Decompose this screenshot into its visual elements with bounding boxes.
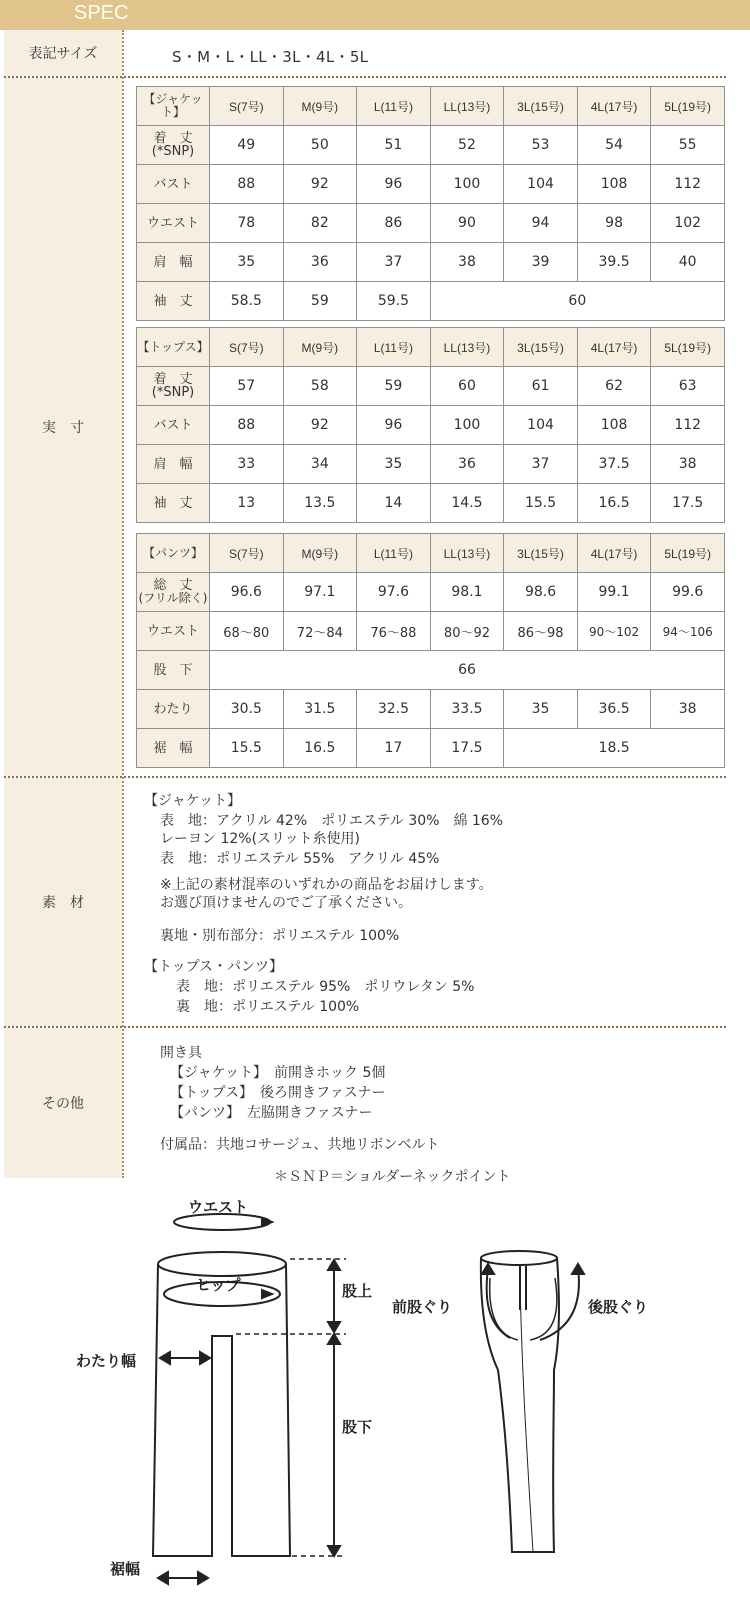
table-cell: 108 bbox=[577, 165, 651, 204]
table-row bbox=[137, 165, 725, 204]
table-cell: 14.5 bbox=[430, 484, 504, 523]
column-header: 3L(15号) bbox=[504, 534, 578, 573]
table-cell: 92 bbox=[283, 406, 357, 445]
pants-measure-diagram bbox=[0, 1180, 750, 1600]
table-cell: 104 bbox=[504, 406, 578, 445]
row-header: バスト bbox=[137, 406, 210, 445]
table-cell: 36 bbox=[283, 243, 357, 282]
table-cell: 96.6 bbox=[210, 573, 284, 612]
side-waistband bbox=[481, 1251, 557, 1265]
table-cell: 15.5 bbox=[504, 484, 578, 523]
table-cell: 61 bbox=[504, 367, 578, 406]
table-cell: 55 bbox=[651, 126, 725, 165]
table-cell: 59 bbox=[357, 367, 431, 406]
table-row bbox=[137, 729, 725, 768]
row-header: 肩 幅 bbox=[137, 445, 210, 484]
front-rise-curve bbox=[490, 1278, 518, 1340]
table-cell: 88 bbox=[210, 406, 284, 445]
row-header: 股 下 bbox=[137, 651, 210, 690]
material-heading: 【トップス・パンツ】 bbox=[144, 959, 284, 975]
column-header: LL(13号) bbox=[430, 328, 504, 367]
diagram-label-front-rise: 前股ぐり bbox=[392, 1299, 453, 1316]
column-header: LL(13号) bbox=[430, 87, 504, 126]
table-cell: 102 bbox=[651, 204, 725, 243]
table-cell: 59 bbox=[283, 282, 357, 321]
table-header-row bbox=[137, 328, 725, 367]
row-header: 裾 幅 bbox=[137, 729, 210, 768]
table-cell: 35 bbox=[357, 445, 431, 484]
table-cell: 98.6 bbox=[504, 573, 578, 612]
material-note: ※上記の素材混率のいずれかの商品をお届けします。 bbox=[160, 877, 493, 893]
table-cell: 78 bbox=[210, 204, 284, 243]
table-cell: 17.5 bbox=[651, 484, 725, 523]
table-cell: 52 bbox=[430, 126, 504, 165]
diagram-label-thigh: わたり幅 bbox=[76, 1353, 137, 1370]
table-cell: 14 bbox=[357, 484, 431, 523]
other-line: 開き具 bbox=[160, 1045, 202, 1061]
spec-header bbox=[0, 0, 750, 30]
row-header: 着 丈 (*SNP) bbox=[137, 126, 210, 165]
table-cell: 30.5 bbox=[210, 690, 284, 729]
other-label: その他 bbox=[4, 1028, 122, 1178]
table-row bbox=[137, 484, 725, 523]
table-cell: 90 bbox=[430, 204, 504, 243]
column-header: 【ジャケット】 bbox=[137, 87, 210, 126]
diagram-label-back-rise: 後股ぐり bbox=[588, 1299, 649, 1316]
material-line: 裏 地：ポリエステル 100% bbox=[176, 999, 360, 1015]
table-header-row bbox=[137, 534, 725, 573]
table-cell: 35 bbox=[210, 243, 284, 282]
other-line: 【パンツ】 左脇開きファスナー bbox=[170, 1105, 373, 1121]
table-row bbox=[137, 445, 725, 484]
table-cell: 15.5 bbox=[210, 729, 284, 768]
spec-title: SPEC bbox=[74, 2, 129, 24]
row-header: 肩 幅 bbox=[137, 243, 210, 282]
material-line: 表 地：ポリエステル 55% アクリル 45% bbox=[160, 851, 440, 867]
material-line: 表 地：ポリエステル 95% ポリウレタン 5% bbox=[176, 979, 475, 995]
diagram-label-inseam: 股下 bbox=[342, 1419, 373, 1436]
table-cell: 35 bbox=[504, 690, 578, 729]
table-cell: 80～92 bbox=[430, 612, 504, 651]
table-cell: 104 bbox=[504, 165, 578, 204]
column-header: 3L(15号) bbox=[504, 87, 578, 126]
row-header: バスト bbox=[137, 165, 210, 204]
table-cell: 38 bbox=[651, 445, 725, 484]
column-header: 3L(15号) bbox=[504, 328, 578, 367]
table-cell: 39.5 bbox=[577, 243, 651, 282]
column-header: S(7号) bbox=[210, 87, 284, 126]
jacket-size-table bbox=[136, 86, 725, 321]
table-cell: 53 bbox=[504, 126, 578, 165]
table-cell: 94 bbox=[504, 204, 578, 243]
column-header: L(11号) bbox=[357, 534, 431, 573]
waistband-shape bbox=[158, 1252, 286, 1276]
material-heading: 【ジャケット】 bbox=[144, 793, 242, 809]
waist-arrow-head bbox=[262, 1218, 272, 1226]
table-cell: 72～84 bbox=[283, 612, 357, 651]
table-cell: 57 bbox=[210, 367, 284, 406]
back-rise-curve bbox=[530, 1278, 557, 1340]
table-row bbox=[137, 406, 725, 445]
table-header-row bbox=[137, 87, 725, 126]
table-cell: 63 bbox=[651, 367, 725, 406]
table-cell: 99.6 bbox=[651, 573, 725, 612]
material-note: お選び頂けませんのでご了承ください。 bbox=[160, 895, 412, 911]
column-header: LL(13号) bbox=[430, 534, 504, 573]
front-pants-outline bbox=[153, 1264, 290, 1556]
table-cell: 100 bbox=[430, 406, 504, 445]
table-cell: 112 bbox=[651, 165, 725, 204]
column-header: M(9号) bbox=[283, 534, 357, 573]
table-cell: 99.1 bbox=[577, 573, 651, 612]
size-list: S・M・L・LL・3L・4L・5L bbox=[172, 48, 369, 66]
column-header: L(11号) bbox=[357, 328, 431, 367]
row-header: 袖 丈 bbox=[137, 282, 210, 321]
table-cell: 60 bbox=[430, 367, 504, 406]
table-cell: 60 bbox=[430, 282, 724, 321]
table-cell: 34 bbox=[283, 445, 357, 484]
table-cell: 62 bbox=[577, 367, 651, 406]
table-cell: 68～80 bbox=[210, 612, 284, 651]
table-row bbox=[137, 243, 725, 282]
other-line: 付属品：共地コサージュ、共地リボンベルト bbox=[160, 1137, 440, 1153]
table-cell: 94～106 bbox=[651, 612, 725, 651]
measurement-label: 実 寸 bbox=[4, 78, 122, 776]
column-header: 4L(17号) bbox=[577, 328, 651, 367]
column-header: L(11号) bbox=[357, 87, 431, 126]
other-line: 【トップス】 後ろ開きファスナー bbox=[170, 1085, 386, 1101]
material-label: 素 材 bbox=[4, 778, 122, 1026]
table-cell: 76～88 bbox=[357, 612, 431, 651]
row-header: ウエスト bbox=[137, 612, 210, 651]
table-cell: 16.5 bbox=[577, 484, 651, 523]
vertical-divider bbox=[122, 30, 124, 1178]
row-header: ウエスト bbox=[137, 204, 210, 243]
column-header: 4L(17号) bbox=[577, 87, 651, 126]
table-cell: 97.1 bbox=[283, 573, 357, 612]
material-line: 表 地：アクリル 42% ポリエステル 30% 綿 16% bbox=[160, 813, 504, 829]
table-cell: 96 bbox=[357, 165, 431, 204]
diagram-label-rise: 股上 bbox=[342, 1283, 373, 1300]
snp-note: ＊ＳＮＰ＝ショルダーネックポイント bbox=[274, 1169, 511, 1185]
pants-size-table bbox=[136, 533, 725, 768]
table-cell: 13 bbox=[210, 484, 284, 523]
column-header: 5L(19号) bbox=[651, 534, 725, 573]
table-cell: 38 bbox=[430, 243, 504, 282]
table-row bbox=[137, 282, 725, 321]
table-cell: 40 bbox=[651, 243, 725, 282]
column-header: M(9号) bbox=[283, 87, 357, 126]
table-cell: 96 bbox=[357, 406, 431, 445]
table-cell: 54 bbox=[577, 126, 651, 165]
table-cell: 18.5 bbox=[504, 729, 725, 768]
column-header: S(7号) bbox=[210, 534, 284, 573]
row-header: 着 丈 (*SNP) bbox=[137, 367, 210, 406]
table-cell: 49 bbox=[210, 126, 284, 165]
table-cell: 17.5 bbox=[430, 729, 504, 768]
side-crease-line bbox=[520, 1280, 533, 1552]
column-header: 4L(17号) bbox=[577, 534, 651, 573]
size-label: 表記サイズ bbox=[4, 30, 122, 76]
table-row bbox=[137, 651, 725, 690]
table-row bbox=[137, 367, 725, 406]
table-cell: 37.5 bbox=[577, 445, 651, 484]
table-cell: 51 bbox=[357, 126, 431, 165]
row-header: わたり bbox=[137, 690, 210, 729]
table-row bbox=[137, 612, 725, 651]
other-line: 【ジャケット】 前開きホック 5個 bbox=[170, 1065, 386, 1081]
table-row bbox=[137, 573, 725, 612]
table-cell: 17 bbox=[357, 729, 431, 768]
table-cell: 50 bbox=[283, 126, 357, 165]
table-cell: 88 bbox=[210, 165, 284, 204]
table-cell: 108 bbox=[577, 406, 651, 445]
table-cell: 33 bbox=[210, 445, 284, 484]
table-cell: 98.1 bbox=[430, 573, 504, 612]
table-cell: 112 bbox=[651, 406, 725, 445]
table-cell: 82 bbox=[283, 204, 357, 243]
table-cell: 32.5 bbox=[357, 690, 431, 729]
column-header: M(9号) bbox=[283, 328, 357, 367]
table-cell: 13.5 bbox=[283, 484, 357, 523]
table-cell: 97.6 bbox=[357, 573, 431, 612]
table-row bbox=[137, 690, 725, 729]
material-line: レーヨン 12%(スリット糸使用) bbox=[160, 831, 360, 847]
column-header: 【トップス】 bbox=[137, 328, 210, 367]
table-cell: 39 bbox=[504, 243, 578, 282]
tops-size-table bbox=[136, 327, 725, 523]
row-header: 総 丈 (フリル除く) bbox=[137, 573, 210, 612]
table-cell: 90～102 bbox=[577, 612, 651, 651]
table-cell: 86～98 bbox=[504, 612, 578, 651]
diagram-label-waist: ウエスト bbox=[188, 1199, 249, 1216]
table-cell: 66 bbox=[210, 651, 725, 690]
table-row bbox=[137, 204, 725, 243]
table-cell: 59.5 bbox=[357, 282, 431, 321]
column-header: S(7号) bbox=[210, 328, 284, 367]
column-header: 【パンツ】 bbox=[137, 534, 210, 573]
diagram-label-hip: ヒップ bbox=[196, 1277, 241, 1294]
table-cell: 37 bbox=[504, 445, 578, 484]
table-cell: 58.5 bbox=[210, 282, 284, 321]
diagram-label-hem: 裾幅 bbox=[110, 1561, 141, 1578]
column-header: 5L(19号) bbox=[651, 87, 725, 126]
table-cell: 58 bbox=[283, 367, 357, 406]
table-cell: 86 bbox=[357, 204, 431, 243]
column-header: 5L(19号) bbox=[651, 328, 725, 367]
row-header: 袖 丈 bbox=[137, 484, 210, 523]
table-cell: 31.5 bbox=[283, 690, 357, 729]
table-cell: 16.5 bbox=[283, 729, 357, 768]
table-cell: 100 bbox=[430, 165, 504, 204]
table-cell: 36.5 bbox=[577, 690, 651, 729]
table-cell: 33.5 bbox=[430, 690, 504, 729]
table-cell: 92 bbox=[283, 165, 357, 204]
table-row bbox=[137, 126, 725, 165]
table-cell: 38 bbox=[651, 690, 725, 729]
table-cell: 37 bbox=[357, 243, 431, 282]
hip-arrow-head bbox=[262, 1290, 272, 1298]
table-cell: 36 bbox=[430, 445, 504, 484]
table-cell: 98 bbox=[577, 204, 651, 243]
material-line: 裏地・別布部分：ポリエステル 100% bbox=[160, 928, 400, 944]
